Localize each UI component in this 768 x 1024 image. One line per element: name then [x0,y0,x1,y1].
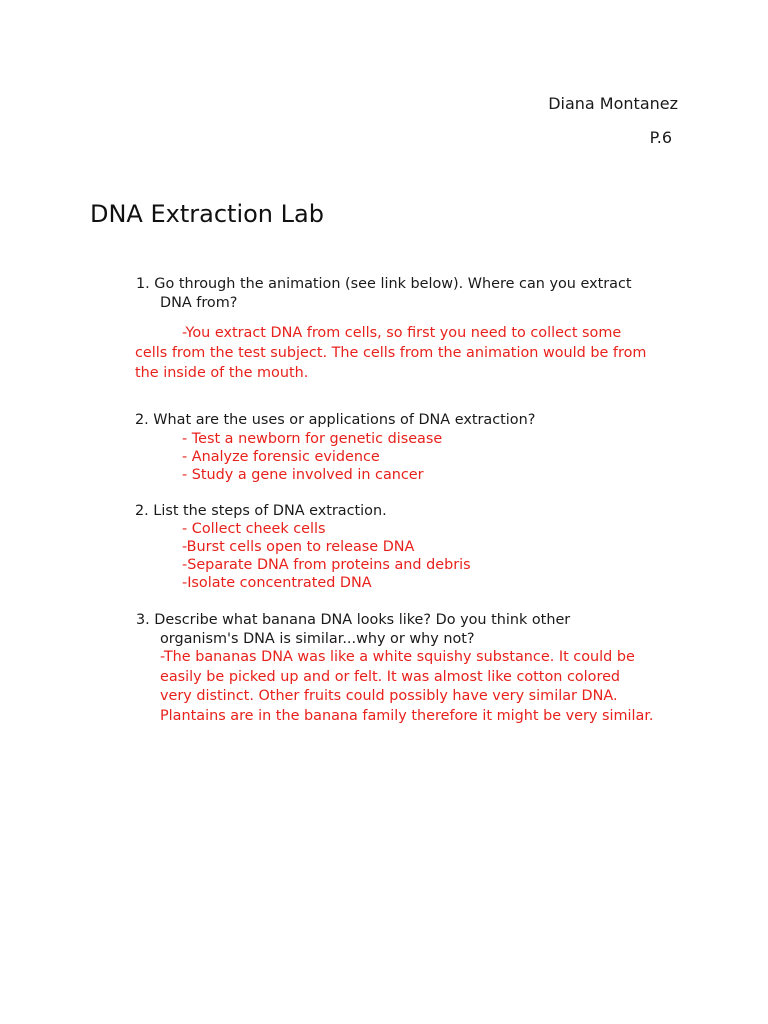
answer-1-line-2: cells from the test subject. The cells from the animation would be from [135,345,647,361]
answer-4-line-3: very distinct. Other fruits could possibly have very similar DNA. [160,688,618,704]
answer-3-item: -Burst cells open to release DNA [182,539,415,555]
page-title: DNA Extraction Lab [90,200,324,228]
answer-3-item: - Collect cheek cells [182,521,326,537]
answer-1-line-3: the inside of the mouth. [135,365,309,381]
student-name: Diana Montanez [548,94,678,113]
question-2-line-1: 2. What are the uses or applications of DNA extraction? [135,412,536,428]
question-4-line-2: organism's DNA is similar...why or why not? [160,631,475,647]
answer-2-item: - Analyze forensic evidence [182,449,380,465]
answer-3-item: -Separate DNA from proteins and debris [182,557,471,573]
answer-3-item: -Isolate concentrated DNA [182,575,372,591]
answer-2-item: - Study a gene involved in cancer [182,467,424,483]
answer-2-item: - Test a newborn for genetic disease [182,431,443,447]
class-period: P.6 [649,128,672,147]
answer-4-line-1: -The bananas DNA was like a white squishy substance. It could be [160,649,635,665]
answer-1-line-1: -You extract DNA from cells, so first you need to collect some [182,325,622,341]
question-4-line-1: 3. Describe what banana DNA looks like? Do you think other [136,612,571,628]
question-3-line-1: 2. List the steps of DNA extraction. [135,503,387,519]
answer-4-line-2: easily be picked up and or felt. It was almost like cotton colored [160,669,621,685]
question-1-line-1: 1. Go through the animation (see link below). Where can you extract [136,276,632,292]
answer-4-line-4: Plantains are in the banana family therefore it might be very similar. [160,708,654,724]
question-1-line-2: DNA from? [160,295,238,311]
